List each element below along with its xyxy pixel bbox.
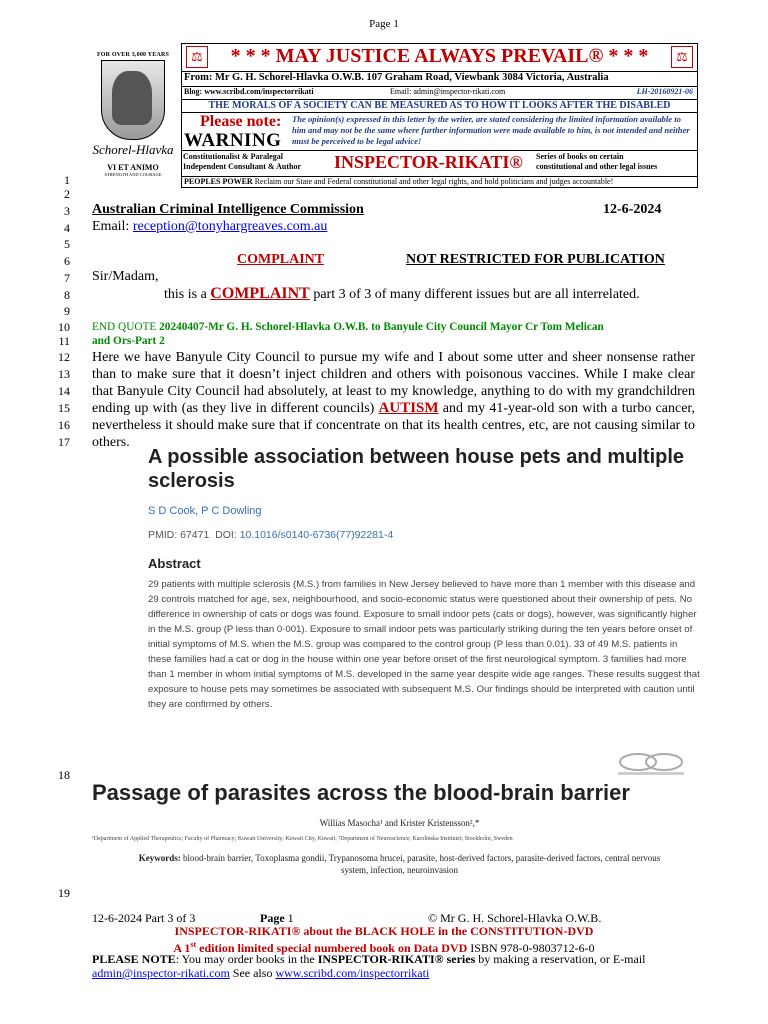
letterhead-brand-row [182,151,697,177]
article-keywords [92,852,707,876]
quote-title: 20240407-Mr G. H. Schorel-Hlavka O.W.B. to Banyule City Council Mayor Cr Tom Melican [159,321,604,333]
logo [88,52,178,187]
intro-text: this is a [164,287,211,302]
line-number: 8 [64,288,70,302]
salutation: Sir/Madam, [92,269,159,284]
letter-date: 12-6-2024 [603,202,662,217]
line-number: 9 [64,304,70,318]
footer-email-link[interactable]: admin@inspector-rikati.com [92,966,230,980]
line-number: 19 [58,886,70,900]
footer-note [92,952,702,980]
edition-sup: st [190,940,197,949]
email-link[interactable]: reception@tonyhargreaves.com.au [132,219,328,234]
series-description [536,152,657,172]
opinion-disclaimer: The opinion(s) expressed in this letter by the writer, are stated considering the limited information available to him and may not be the same where further information were made available to him, is not intended and neither must be perceived to be legal advice! [292,114,690,146]
letterhead-title: * * * MAY JUSTICE ALWAYS PREVAIL® * * * [230,45,649,67]
line-number: 14 [58,384,70,398]
logo-motto-sub: STRENGTH AND COURAGE [104,172,162,177]
complaint-heading: COMPLAINT [237,252,325,267]
credentials [183,152,301,172]
footer-copyright: © Mr G. H. Schorel-Hlavka O.W.B. [428,911,602,925]
line-number: 11 [58,334,70,348]
letterhead-peoples-power [182,177,697,189]
line-number: 16 [58,418,70,432]
edition-text: edition limited special numbered book on Data DVD [196,941,468,955]
publication-notice: NOT RESTRICTED FOR PUBLICATION [406,252,665,267]
article-screenshot-2 [92,780,707,895]
paragraph-text: Here we have Banyule City Council to pursue my wife and I about some utter and sheer nonsense rather than to make sure that it doesn’t inject children and others with poisonous vaccines. While I make clear that Banyule City Council had absolutely, at least to my knowledge, anything to do with my grandchildren ending up with (as they live in different councils) [92,350,695,416]
scribd-link[interactable]: www.scribd.com/inspectorrikati [275,966,430,980]
line-number: 18 [58,768,70,782]
line-number: 13 [58,367,70,381]
doi-label: DOI: [215,529,237,541]
note-text: : You may order books in the [175,952,318,966]
letterhead-morals: THE MORALS OF A SOCIETY CAN BE MEASURED AS TO HOW IT LOOKS AFTER THE DISABLED [182,100,697,113]
credential-line: Independent Consultant & Author [183,162,302,171]
page-header [0,18,768,30]
line-number: 2 [64,187,70,201]
pmid: PMID: 67471 [148,529,210,541]
footer-date: 12-6-2024 Part 3 of 3 [92,911,196,925]
line-number: 10 [58,320,70,334]
warning-label: WARNING [184,130,282,151]
logo-motto: VI ET ANIMO [107,163,159,172]
page-number: 1 [393,18,399,30]
abstract-heading: Abstract [148,556,201,571]
intro-text: part 3 of 3 of many different issues but are all interrelated. [309,287,640,302]
line-number: 15 [58,401,70,415]
logo-signature: Schorel-Hlavka [92,142,174,157]
abstract-text: 29 patients with multiple sclerosis (M.S.) from families in New Jersey believed to have more than 1 member with this disease and 29 controls matched for age, sex, neighbourhood, and socio-economic status were questioned about their ownership of pets. No difference in ownership of cats or dogs was found. Exposure to small indoor pets (cats or dogs), however, was significantly higher in the M.S. group (P less than 0·001). Exposure to small indoor pets was particularly striking during the ten years before onset of initial symptoms of M.S. when the M.S. group was compared to the control group (P less than 0.01). 33 of 49 M.S. patients in these families had a cat or dog in the house within one year before onset of the first neurological symptom. 3 families had more than 1 member in whom initial symptoms of M.S. developed in the same year despite wide age ranges. These results suggest that exposure to house pets may sometimes be associated with subsequent M.S. Our findings should be interpreted with caution until they are confirmed by others. [148,579,700,710]
letterhead-code: LH-20160921-06 [636,87,693,96]
letterhead-warning-row [182,113,697,151]
email-label: Email: [92,219,133,234]
edition-text: A 1 [173,941,191,955]
keywords-text: blood-brain barrier, Toxoplasma gondii, Trypanosoma brucei, parasite, host-derived factors, parasite-derived factors, central nervous system, infection, neuroinvasion [183,853,661,875]
line-number: 12 [58,350,70,364]
addressee: Australian Criminal Intelligence Commission [92,202,364,217]
isbn: ISBN 978-0-9803712-6-0 [467,941,595,955]
line-number: 1 [64,173,70,187]
please-note-label: Please note: [200,113,282,130]
please-note-footer: PLEASE NOTE [92,952,176,966]
scales-icon: ⚖ [671,46,693,68]
article-screenshot-1 [148,445,700,775]
see-also-text: See also [229,966,276,980]
reclaim-text: Reclaim our State and Federal constitutional and other legal rights, and hold politicians and judges accountable! [254,177,614,186]
body-paragraph [92,349,695,451]
line-number: 6 [64,254,70,268]
article-title: Passage of parasites across the blood-brain barrier [92,780,630,805]
peoples-power-label: PEOPLES POWER [184,177,253,186]
article-ids [148,529,700,541]
article-authors: S D Cook, P C Dowling [148,505,262,517]
end-quote [92,320,697,348]
scales-icon: ⚖ [186,46,208,68]
brand-name: INSPECTOR-RIKATI® [334,152,523,172]
keywords-label: Keywords: [138,853,181,863]
series-line: constitutional and other legal issues [536,162,658,171]
complaint-inline: COMPLAINT [210,285,310,302]
quote-title: and Ors-Part 2 [92,335,165,347]
credential-line: Constitutionalist & Paralegal [183,152,283,161]
letterhead-contact-row [182,87,697,100]
line-number: 4 [64,221,70,235]
letterhead-from: From: Mr G. H. Schorel-Hlavka O.W.B. 107 Graham Road, Viewbank 3084 Victoria, Australia [182,72,697,87]
letterhead-title-row [182,44,697,72]
letterhead-blog: Blog: www.scribd.com/inspectorrikati [184,87,314,96]
article-title: A possible association between house pets and multiple sclerosis [148,446,685,492]
letterhead-email: Email: admin@inspector-rikati.com [390,87,506,96]
autism-highlight: AUTISM [378,400,439,416]
logo-over-text: FOR OVER 3,000 YEARS [96,52,170,58]
line-number: 3 [64,204,70,218]
footer-page-label: Page [260,911,285,925]
article-authors: Willias Masocha¹ and Krister Kristensson²,* [319,818,480,828]
email-line [92,219,327,235]
note-text: by making a reservation, or E-mail [475,952,646,966]
intro-line [164,285,640,303]
line-number: 17 [58,435,70,449]
series-line: Series of books on certain [536,152,624,161]
paragraph-text: and my 41-year-old son with a turbo cancer, nevertheless it should make sure that if concentrate on that its health centres, etc, are not causing similar to others. [92,401,696,450]
article-affiliations: ¹Department of Applied Therapeutics; Faculty of Pharmacy; Kuwait University; Kuwait City, Kuwait; ²Department of Neuroscience; Karolinska Institutet; Stockholm, Sweden [92,836,513,842]
journal-logo-icon [606,752,696,778]
footer-dvd-title: INSPECTOR-RIKATI® about the BLACK HOLE in the CONSTITUTION-DVD [174,924,594,938]
line-number: 5 [64,237,70,251]
end-quote-label: END QUOTE [92,321,160,333]
line-number: 7 [64,271,70,285]
series-name: INSPECTOR-RIKATI® series [317,952,476,966]
crest-image [101,60,165,140]
doi-link: 10.1016/s0140-6736(77)92281-4 [239,529,394,541]
footer-page-number: 1 [287,911,294,925]
page-label: Page [369,18,391,30]
letterhead [181,43,698,188]
